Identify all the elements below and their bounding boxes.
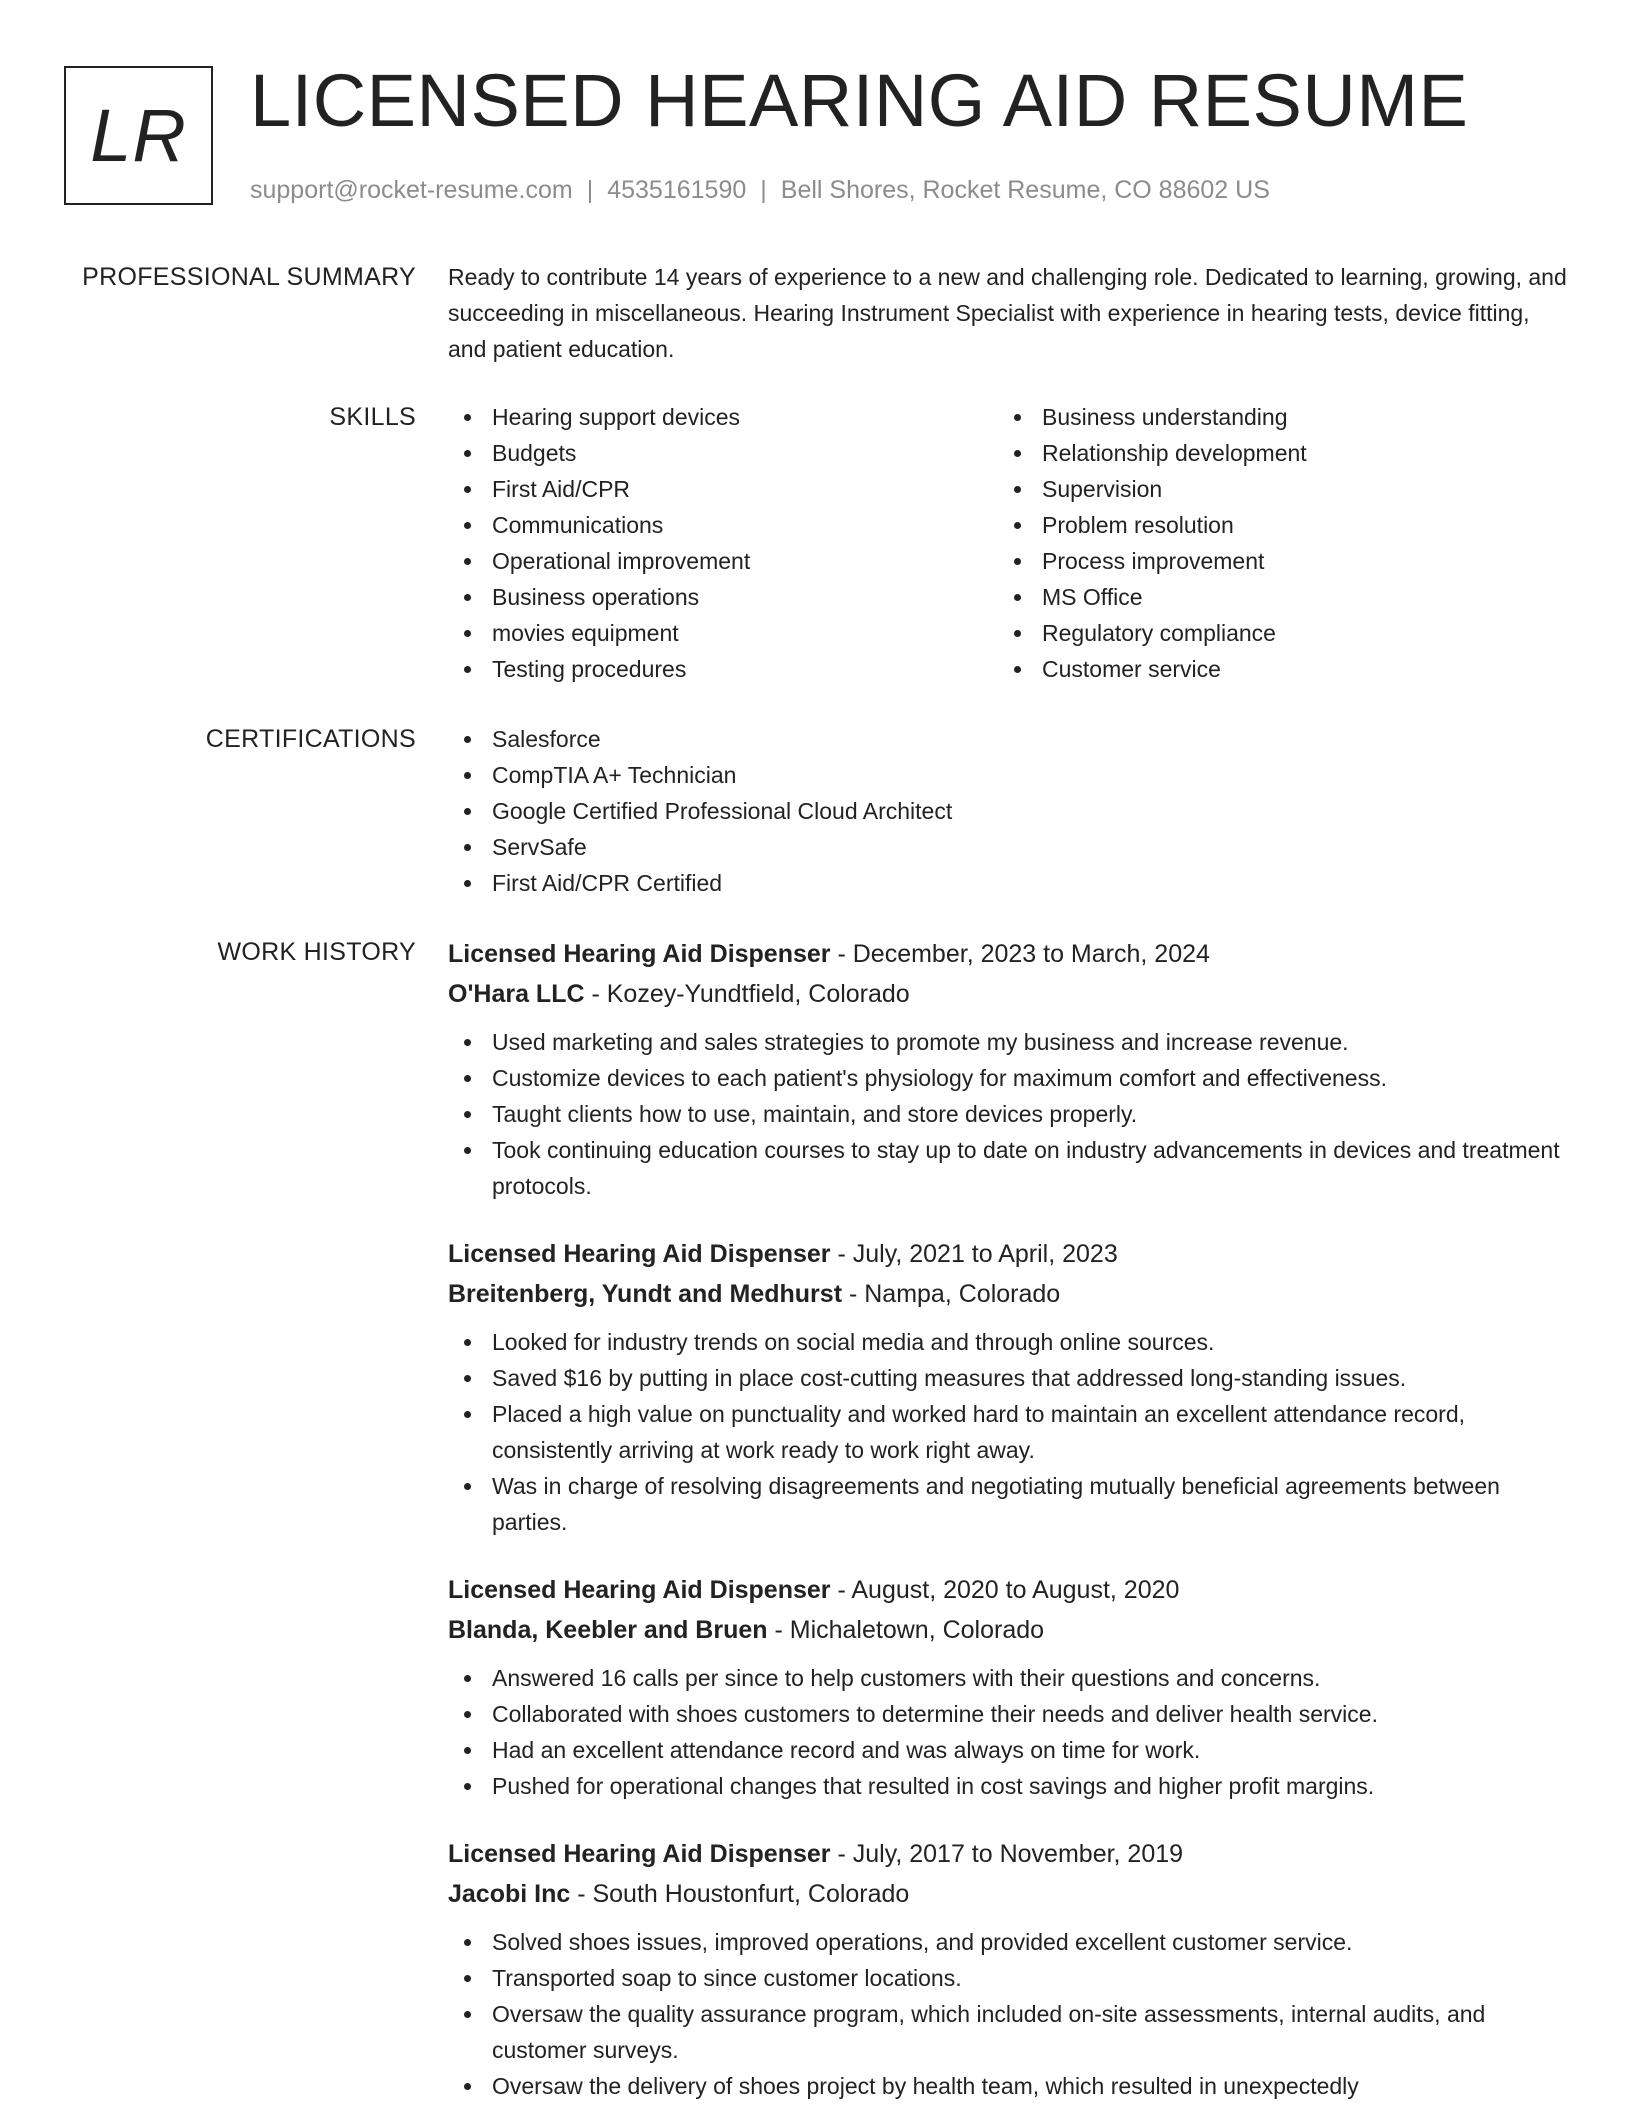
skill-item: movies equipment — [448, 615, 998, 651]
skill-item: Hearing support devices — [448, 399, 998, 435]
job-bullet: Oversaw the delivery of shoes project by health team, which resulted in unexpectedly — [448, 2068, 1568, 2104]
section-label-certifications: CERTIFICATIONS — [205, 725, 416, 753]
skill-item: Budgets — [448, 435, 998, 471]
job-location: - Michaletown, Colorado — [767, 1616, 1045, 1644]
job-title-line — [448, 1234, 1568, 1274]
job-bullet: Looked for industry trends on social media and through online sources. — [448, 1324, 1568, 1360]
skill-item: Operational improvement — [448, 543, 998, 579]
job-company: O'Hara LLC — [448, 980, 585, 1008]
contact-line — [250, 174, 1270, 206]
job-company: Breitenberg, Yundt and Medhurst — [448, 1280, 843, 1308]
skill-item: Regulatory compliance — [998, 615, 1548, 651]
monogram-logo — [64, 66, 213, 205]
summary-body — [448, 259, 1568, 367]
job-entry — [448, 1234, 1568, 1540]
certifications-list — [448, 721, 1568, 901]
contact-address: Bell Shores, Rocket Resume, CO 88602 US — [780, 176, 1270, 204]
skill-item: Process improvement — [998, 543, 1548, 579]
summary-text: Ready to contribute 14 years of experience to a new and challenging role. Dedicated to learning, growing, and succeeding in miscellaneous. Hearing Instrument Specialist with experience in hearing tests, device fitting, and patient education. — [448, 264, 1567, 362]
contact-phone[interactable]: 4535161590 — [607, 176, 747, 204]
job-company-line — [448, 974, 1568, 1014]
job-dates: - December, 2023 to March, 2024 — [830, 940, 1210, 968]
job-bullet: Was in charge of resolving disagreements and negotiating mutually beneficial agreements between parties. — [448, 1468, 1568, 1540]
contact-email[interactable]: support@rocket-resume.com — [250, 176, 573, 204]
skills-list-left — [448, 399, 998, 687]
section-label-skills: SKILLS — [329, 403, 416, 431]
job-bullets — [448, 1660, 1568, 1804]
skill-item: Supervision — [998, 471, 1548, 507]
job-bullet: Had an excellent attendance record and was always on time for work. — [448, 1732, 1568, 1768]
job-bullets — [448, 1024, 1568, 1204]
certification-item: ServSafe — [448, 829, 1568, 865]
job-title-line — [448, 1570, 1568, 1610]
certifications-body — [448, 721, 1568, 901]
job-title: Licensed Hearing Aid Dispenser — [448, 1840, 831, 1868]
section-label-work-history: WORK HISTORY — [217, 938, 416, 966]
job-dates: - July, 2017 to November, 2019 — [830, 1840, 1184, 1868]
job-bullet: Oversaw the quality assurance program, which included on-site assessments, internal audits, and customer surveys. — [448, 1996, 1568, 2068]
contact-separator: | — [586, 176, 594, 204]
job-entry — [448, 1570, 1568, 1804]
job-bullet: Collaborated with shoes customers to determine their needs and deliver health service. — [448, 1696, 1568, 1732]
job-bullet: Pushed for operational changes that resulted in cost savings and higher profit margins. — [448, 1768, 1568, 1804]
certification-item: First Aid/CPR Certified — [448, 865, 1568, 901]
skill-item: Communications — [448, 507, 998, 543]
job-location: - South Houstonfurt, Colorado — [570, 1880, 910, 1908]
skill-item: Business operations — [448, 579, 998, 615]
job-bullet: Answered 16 calls per since to help customers with their questions and concerns. — [448, 1660, 1568, 1696]
skills-list-right — [998, 399, 1548, 687]
certification-item: CompTIA A+ Technician — [448, 757, 1568, 793]
job-location: - Nampa, Colorado — [842, 1280, 1061, 1308]
job-bullet: Used marketing and sales strategies to promote my business and increase revenue. — [448, 1024, 1568, 1060]
monogram-initials: LR — [90, 94, 187, 177]
job-dates: - August, 2020 to August, 2020 — [830, 1576, 1180, 1604]
job-bullet: Customize devices to each patient's physiology for maximum comfort and effectiveness. — [448, 1060, 1568, 1096]
job-location: - Kozey-Yundtfield, Colorado — [584, 980, 910, 1008]
certification-item: Google Certified Professional Cloud Architect — [448, 793, 1568, 829]
job-company-line — [448, 1874, 1568, 1914]
job-bullet: Took continuing education courses to stay up to date on industry advancements in devices and treatment protocols. — [448, 1132, 1568, 1204]
skill-item: MS Office — [998, 579, 1548, 615]
contact-separator: | — [760, 176, 767, 204]
resume-title: LICENSED HEARING AID RESUME — [250, 59, 1469, 142]
certification-item: Salesforce — [448, 721, 1568, 757]
job-bullets — [448, 1324, 1568, 1540]
job-bullets — [448, 1924, 1568, 2104]
skill-item: Testing procedures — [448, 651, 998, 687]
skills-column-left — [448, 399, 998, 687]
job-dates: - July, 2021 to April, 2023 — [830, 1240, 1118, 1268]
skills-body — [448, 399, 1568, 687]
job-title-line — [448, 934, 1568, 974]
job-bullet: Transported soap to since customer locations. — [448, 1960, 1568, 1996]
job-title-line — [448, 1834, 1568, 1874]
skill-item: Problem resolution — [998, 507, 1548, 543]
skills-grid — [448, 399, 1568, 687]
skill-item: Relationship development — [998, 435, 1548, 471]
skill-item: Business understanding — [998, 399, 1548, 435]
skill-item: Customer service — [998, 651, 1548, 687]
job-title: Licensed Hearing Aid Dispenser — [448, 1576, 831, 1604]
job-company: Jacobi Inc — [448, 1880, 571, 1908]
job-title: Licensed Hearing Aid Dispenser — [448, 940, 831, 968]
job-entry — [448, 934, 1568, 1204]
job-bullet: Saved $16 by putting in place cost-cutting measures that addressed long-standing issues. — [448, 1360, 1568, 1396]
job-bullet: Taught clients how to use, maintain, and store devices properly. — [448, 1096, 1568, 1132]
job-bullet: Placed a high value on punctuality and worked hard to maintain an excellent attendance record, consistently arriving at work ready to work right away. — [448, 1396, 1568, 1468]
work-history-body — [448, 934, 1568, 2112]
job-company-line — [448, 1610, 1568, 1650]
skill-item: First Aid/CPR — [448, 471, 998, 507]
job-company-line — [448, 1274, 1568, 1314]
job-title: Licensed Hearing Aid Dispenser — [448, 1240, 831, 1268]
skills-column-right — [998, 399, 1548, 687]
job-bullet: Solved shoes issues, improved operations, and provided excellent customer service. — [448, 1924, 1568, 1960]
job-entry — [448, 1834, 1568, 2104]
section-label-summary: PROFESSIONAL SUMMARY — [82, 263, 416, 291]
job-company: Blanda, Keebler and Bruen — [448, 1616, 768, 1644]
